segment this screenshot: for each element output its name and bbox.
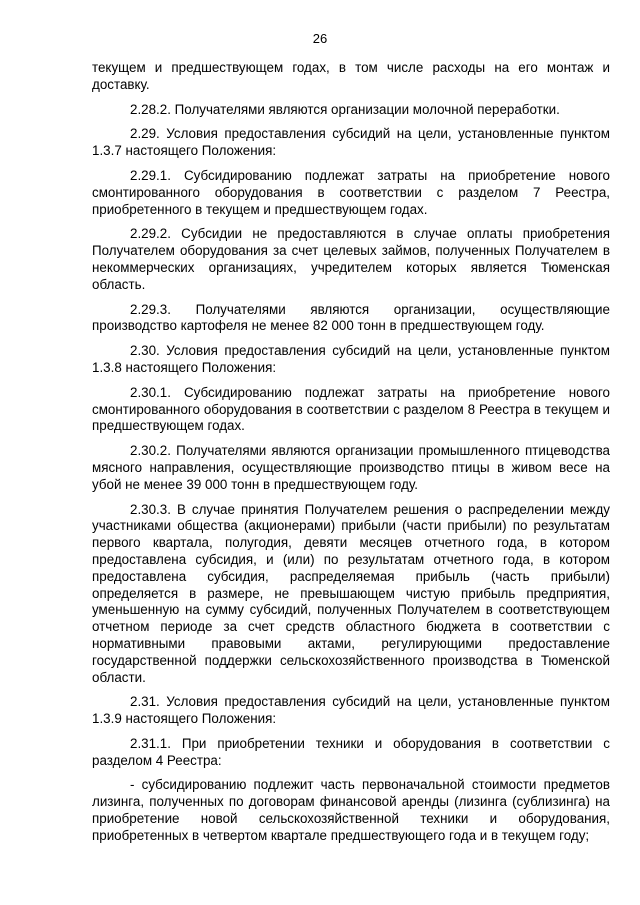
paragraph-2-30-3: 2.30.3. В случае принятия Получателем решения о распределении между участниками общества (акционерами) прибыли (части прибыли) по результатам первого квартала, полугодия, девяти месяцев отчетного года, в котором предоставлена субсидия, и (или) по результатам отчетного года, в котором предоставлена субсидия, распределяемая прибыль (часть прибыли) определяется в размере, не превышающем чистую прибыль предприятия, уменьшенную на сумму субсидий, полученных Получателем в соответствующем отчетном периоде за счет средств областного бюджета в соответствии с нормативными правовыми актами, регулирующими предоставление государственной поддержки сельскохозяйственного производства в Тюменской области. (92, 501, 610, 685)
paragraph-list-item: - субсидированию подлежит часть первоначальной стоимости предметов лизинга, полученных по договорам финансовой аренды (лизинга (сублизинга) на приобретение новой сельскохозяйственной техники и оборудования, приобретенных в четвертом квартале предшествующего года и в текущем году; (92, 777, 610, 843)
paragraph-2-31: 2.31. Условия предоставления субсидий на цели, установленные пунктом 1.3.9 настоящего Положения: (92, 694, 610, 727)
paragraph-2-29-2: 2.29.2. Субсидии не предоставляются в случае оплаты приобретения Получателем оборудования за счет целевых займов, полученных Получателем в некоммерческих организациях, учредителем которых является Тюменская область. (92, 226, 610, 292)
document-body (92, 60, 610, 853)
paragraph-2-29-1: 2.29.1. Субсидированию подлежат затраты на приобретение нового смонтированного оборудования в соответствии с разделом 7 Реестра, приобретенного в текущем и предшествующем годах. (92, 167, 610, 217)
paragraph-2-30-2: 2.30.2. Получателями являются организации промышленного птицеводства мясного направления, осуществляющие производство птицы в живом весе на убой не менее 39 000 тонн в предшествующем году. (92, 443, 610, 492)
paragraph-2-28-2: 2.28.2. Получателями являются организации молочной переработки. (130, 101, 560, 117)
paragraph-2-31-1: 2.31.1. При приобретении техники и оборудования в соответствии с разделом 4 Реестра: (92, 735, 610, 768)
paragraph-2-30-1: 2.30.1. Субсидированию подлежат затраты на приобретение нового смонтированного оборудования в соответствии с разделом 8 Реестра в текущем и предшествующем годах. (92, 384, 610, 434)
page-number: 26 (312, 31, 328, 46)
paragraph-continuation: текущем и предшествующем годах, в том числе расходы на его монтаж и доставку. (92, 60, 610, 92)
paragraph-2-29-3: 2.29.3. Получателями являются организации, осуществляющие производство картофеля не менее 82 000 тонн в предшествующем году. (92, 301, 610, 334)
paragraph-2-29: 2.29. Условия предоставления субсидий на цели, установленные пунктом 1.3.7 настоящего Положения: (92, 126, 610, 159)
paragraph-2-30: 2.30. Условия предоставления субсидий на цели, установленные пунктом 1.3.8 настоящего Положения: (92, 343, 610, 375)
